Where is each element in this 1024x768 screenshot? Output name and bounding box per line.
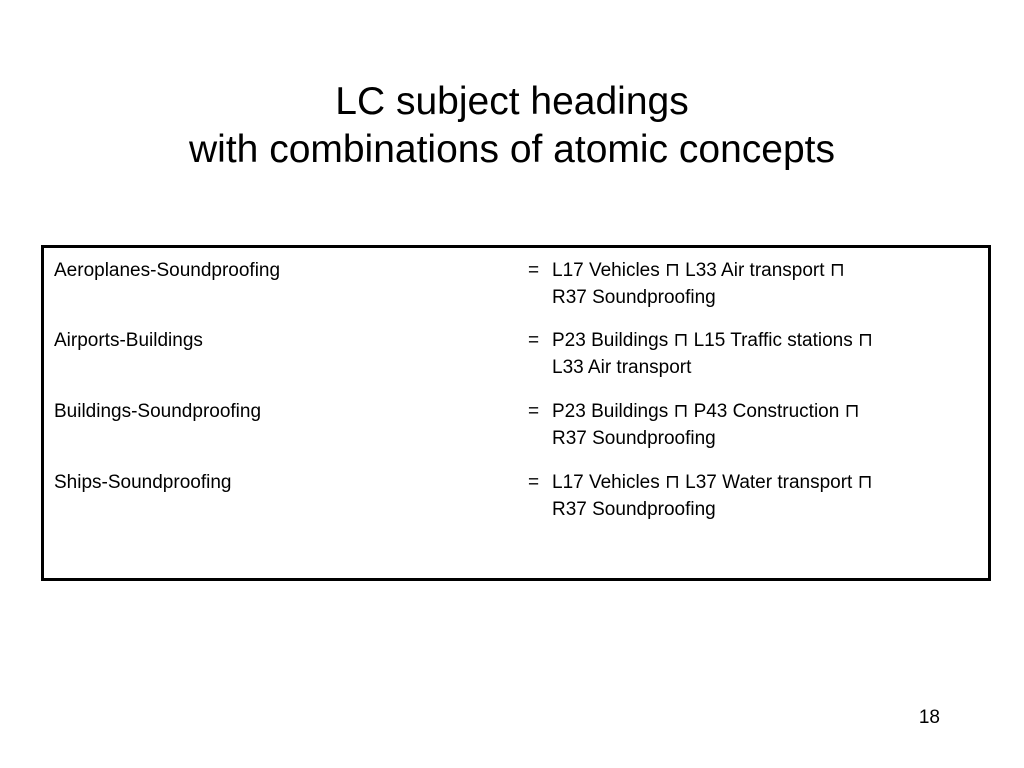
subject-heading-table (41, 245, 991, 581)
concepts-line-1: P23 Buildings ⊓ P43 Construction ⊓ (552, 401, 860, 422)
equals-sign: = (528, 401, 540, 422)
slide-title-line-1: LC subject headings (335, 80, 689, 123)
table-row (44, 398, 988, 454)
subject-heading: Airports-Buildings (54, 330, 203, 351)
atomic-concepts (552, 327, 972, 381)
subject-heading: Aeroplanes-Soundproofing (54, 260, 281, 281)
equals-sign: = (528, 472, 540, 493)
table-row (44, 469, 988, 525)
concepts-line-2: R37 Soundproofing (552, 428, 716, 449)
atomic-concepts (552, 469, 972, 523)
slide-title (0, 78, 1024, 174)
concepts-line-2: R37 Soundproofing (552, 287, 716, 308)
table-row (44, 257, 988, 313)
atomic-concepts (552, 398, 972, 452)
page-number: 18 (918, 707, 940, 728)
slide-title-line-2: with combinations of atomic concepts (189, 128, 835, 171)
concepts-line-1: L17 Vehicles ⊓ L37 Water transport ⊓ (552, 472, 873, 493)
concepts-line-1: L17 Vehicles ⊓ L33 Air transport ⊓ (552, 260, 845, 281)
concepts-line-1: P23 Buildings ⊓ L15 Traffic stations ⊓ (552, 330, 873, 351)
concepts-line-2: L33 Air transport (552, 357, 692, 378)
subject-heading: Buildings-Soundproofing (54, 401, 262, 422)
table-row (44, 327, 988, 383)
concepts-line-2: R37 Soundproofing (552, 499, 716, 520)
subject-heading: Ships-Soundproofing (54, 472, 232, 493)
equals-sign: = (528, 260, 540, 281)
equals-sign: = (528, 330, 540, 351)
atomic-concepts (552, 257, 972, 311)
